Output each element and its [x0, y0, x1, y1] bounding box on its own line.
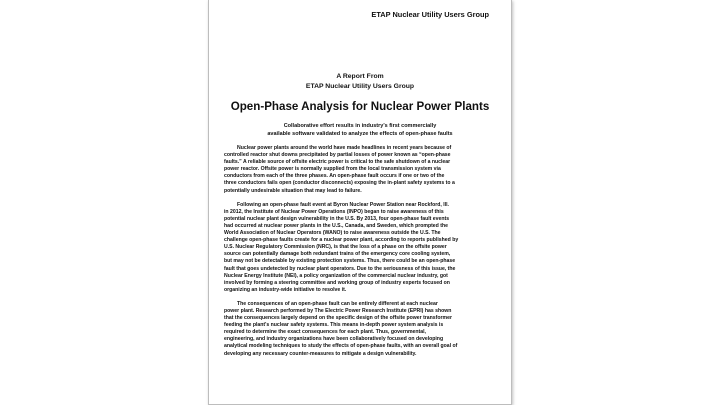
paragraph-line: challenge open-phase faults create for a nuclear power plant, according to reports published by	[224, 237, 459, 244]
paragraph-line: analytical modeling techniques to study the effects of open-phase faults, with an overall goal of	[224, 343, 458, 350]
paragraph-3	[224, 301, 499, 358]
paragraph-line: but may not be detectable by existing protection systems. Thus, there could be an open-phase	[224, 258, 456, 265]
document-subtitle	[209, 123, 511, 138]
paragraph-line: developing any necessary counter-measures to mitigate a design vulnerability.	[224, 350, 417, 357]
paragraph-line: engineering, and industry organizations have been collaboratively focused on developing	[224, 336, 444, 343]
paragraph-line: U.S. Nuclear Regulatory Commission (NRC), is that the loss of a phase on the offsite power	[224, 244, 447, 251]
paragraph-line: potential nuclear plant design vulnerability in the U.S. By 2013, four open-phase fault events	[224, 215, 450, 222]
paragraph-line: feeding the plant's nuclear safety systems. This means in-depth power system analysis is	[224, 322, 444, 329]
report-from-label: A Report From	[336, 73, 384, 80]
paragraph-1	[224, 145, 499, 195]
paragraph-line: source can potentially damage both redundant trains of the emergency core cooling system,	[224, 251, 451, 258]
paragraph-line: power plant. Research performed by The Electric Power Research Institute (EPRI) has shown	[224, 307, 452, 314]
paragraph-line: power reactor. Offsite power is normally supplied from the local transmission system via	[224, 166, 441, 173]
paragraph-line: controlled reactor shut downs precipitated by partial losses of power known as “open-phase	[224, 152, 451, 159]
paragraph-line: had occurred at nuclear power plants in the U.S., Canada, and Sweden, which prompted the	[224, 222, 448, 229]
document-title: Open-Phase Analysis for Nuclear Power Plants	[230, 100, 490, 113]
paragraph-line: conductors from each of the three phases. An open-phase fault occurs if one or two of the	[224, 173, 445, 180]
paragraph-2	[224, 202, 499, 294]
paragraph-line: potentially undesirable situation that may lead to failure.	[224, 187, 362, 194]
paragraph-line: The consequences of an open-phase fault can be entirely different at each nuclear	[237, 300, 438, 307]
report-from-organization: ETAP Nuclear Utility Users Group	[305, 82, 415, 90]
paragraph-line: Nuclear Energy Institute (NEI), a policy organization of the commercial nuclear industry, got	[224, 272, 448, 279]
paragraph-line: that the consequences largely depend on the specific design of the offsite power transformer	[224, 315, 452, 322]
paragraph-line: required to determine the exact consequences for each plant. Thus, governmental,	[224, 329, 426, 336]
paragraph-line: three conductors fails open (conductor disconnects) exposing the in-plant safety systems to a	[224, 180, 455, 187]
paragraph-line: faults.” A reliable source of offsite electric power is critical to the safe shutdown of a nuclear	[224, 159, 451, 166]
report-from-block	[209, 72, 511, 91]
paragraph-line: World Association of Nuclear Operators (WANO) to raise awareness outside the U.S. The	[224, 230, 441, 237]
paragraph-line: Nuclear power plants around the world have made headlines in recent years because of	[237, 145, 452, 151]
paragraph-line: involved by forming a steering committee and working group of industry experts focused on	[224, 279, 450, 286]
document-page	[208, 0, 512, 405]
header-organization: ETAP Nuclear Utility Users Group	[371, 10, 489, 19]
paragraph-line: fault that goes undetected by nuclear plant operators. Due to the seriousness of this issue, the	[224, 265, 456, 272]
document-body	[224, 145, 499, 365]
paragraph-line: organizing an industry-wide initiative to resolve it.	[224, 286, 347, 293]
subtitle-line-1: Collaborative effort results in industry's first commercially	[283, 123, 437, 129]
subtitle-line-2: available software validated to analyze the effects of open-phase faults	[267, 130, 453, 137]
paragraph-line: Following an open-phase fault event at Byron Nuclear Power Station near Rockford, Ill.	[237, 201, 449, 208]
paragraph-line: in 2012, the Institute of Nuclear Power Operations (INPO) began to raise awareness of this	[224, 208, 444, 215]
